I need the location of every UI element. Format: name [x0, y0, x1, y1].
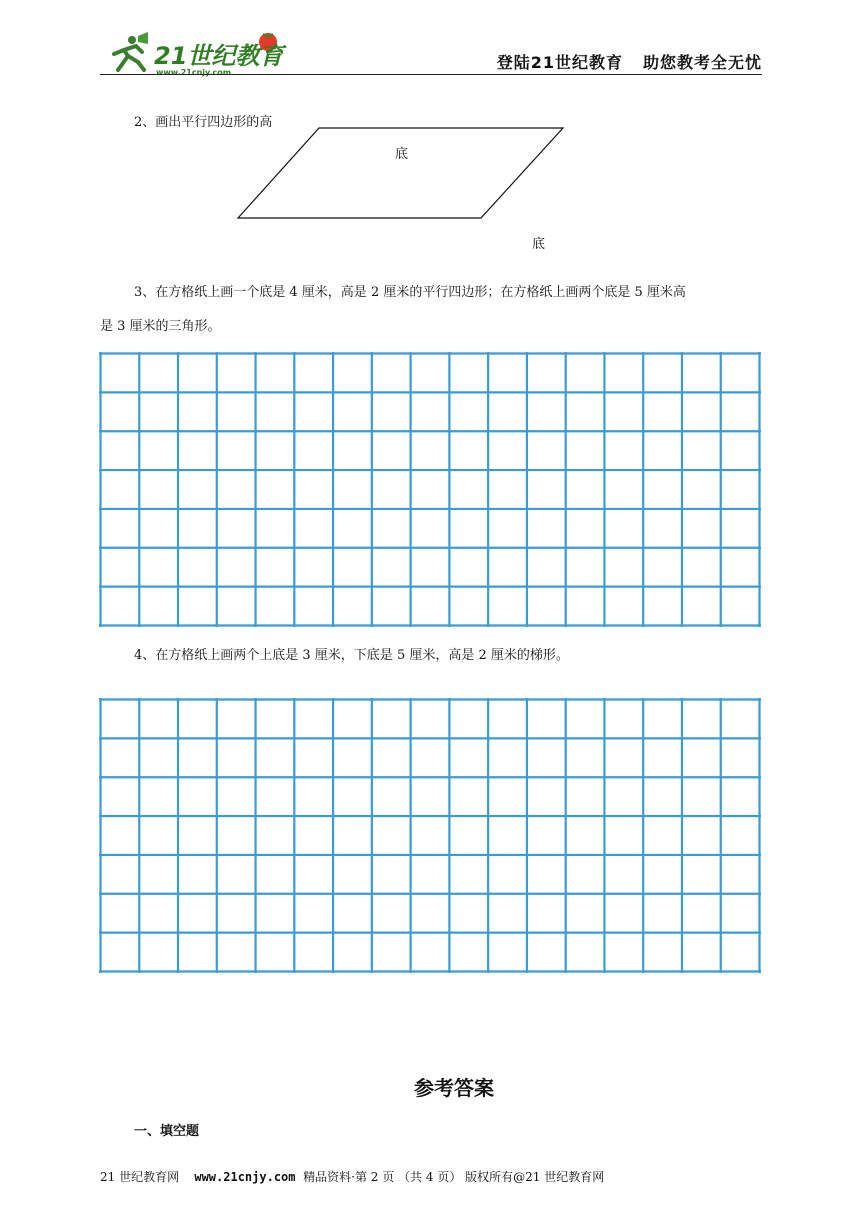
section-fill-in-blank: 一、填空题: [134, 1124, 200, 1139]
header-slogan-left: 登陆21世纪教育: [496, 53, 623, 72]
answers-title: 参考答案: [414, 1076, 494, 1100]
question-3-text-line1: 3、在方格纸上画一个底是 4 厘米，高是 2 厘米的平行四边形；在方格纸上画两个底是 5 厘米高: [134, 285, 686, 300]
base-label-top: 底: [395, 147, 409, 162]
page-footer: [100, 1168, 604, 1185]
logo-text: 21世纪教育: [154, 42, 284, 70]
logo-url: www.21cnjy.com: [156, 68, 232, 77]
base-label-bottom: 底: [532, 237, 546, 252]
question-4-text: 4、在方格纸上画两个上底是 3 厘米，下底是 5 厘米，高是 2 厘米的梯形。: [134, 648, 569, 663]
footer-url: www.21cnjy.com: [194, 1170, 296, 1184]
site-logo: [108, 30, 288, 78]
footer-info: 精品资料·第 2 页 （共 4 页） 版权所有@21 世纪教育网: [303, 1170, 605, 1184]
header-slogan-right: 助您教考全无忧: [642, 53, 762, 72]
grid-paper-2: [99, 698, 761, 973]
question-3-text-line2: 是 3 厘米的三角形。: [100, 319, 221, 334]
question-2-text: 2、画出平行四边形的高: [134, 115, 273, 130]
footer-site: 21 世纪教育网: [100, 1170, 180, 1184]
header-slogan: [497, 50, 762, 73]
grid-paper-1: [99, 352, 761, 627]
runner-icon: [114, 32, 148, 70]
header-divider: [100, 74, 762, 75]
parallelogram-figure: [230, 122, 570, 226]
parallelogram-shape: [238, 128, 563, 218]
